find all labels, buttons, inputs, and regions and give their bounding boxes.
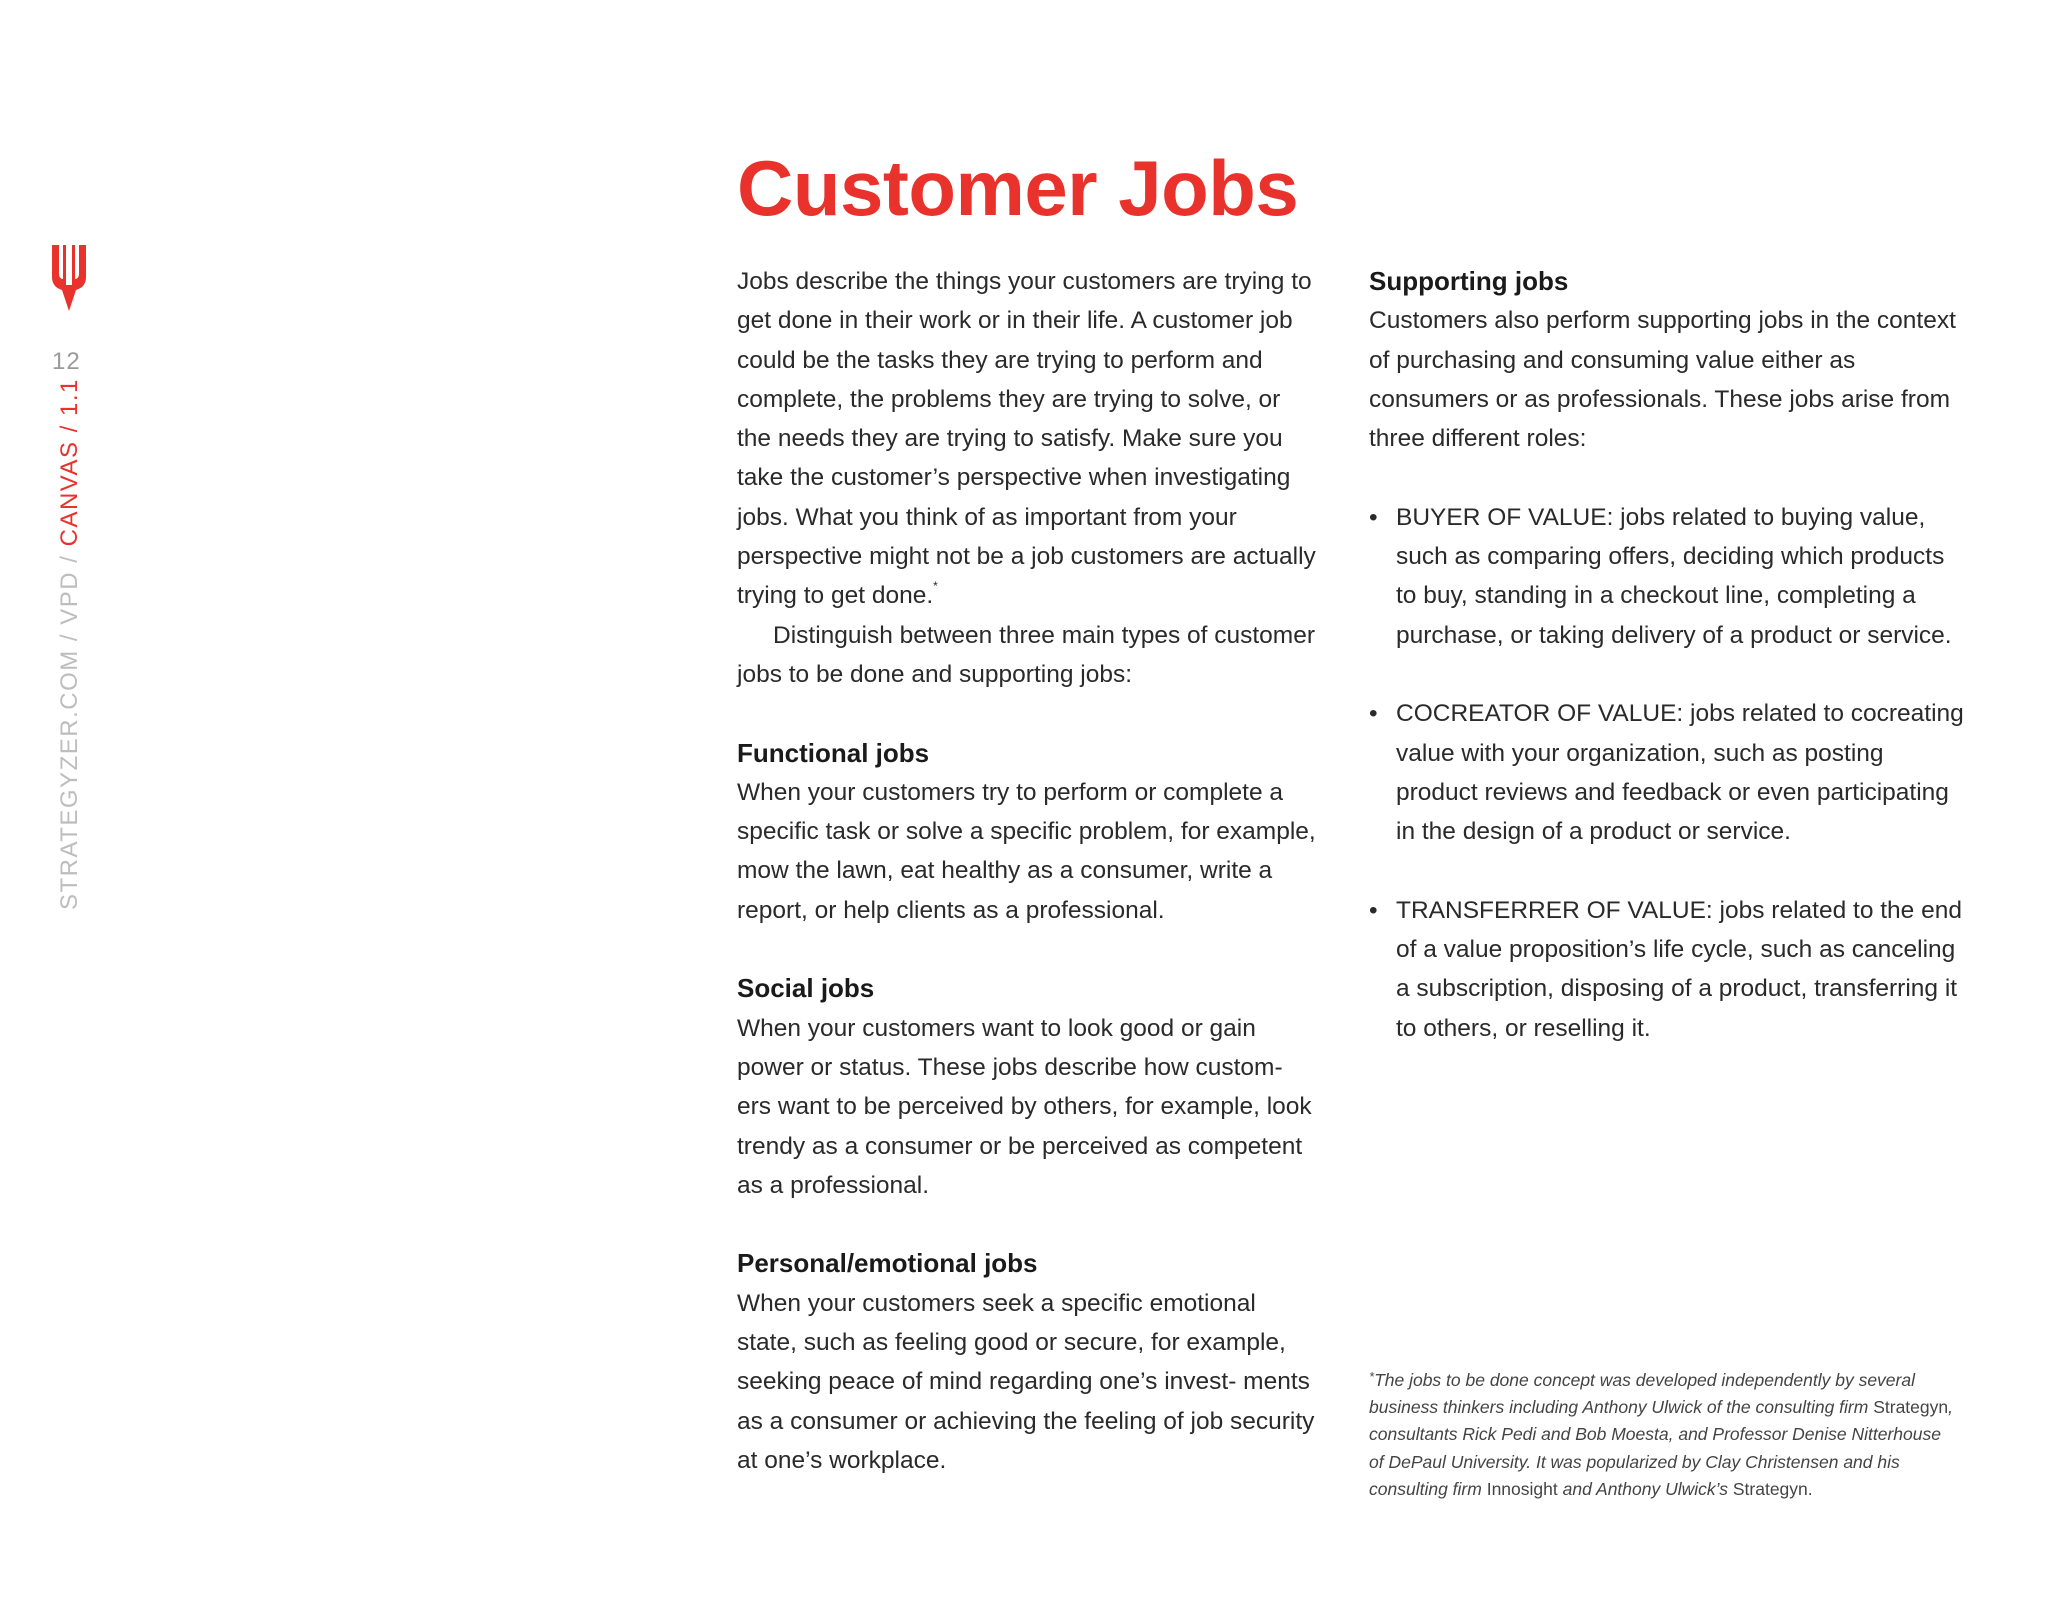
breadcrumb-item-current: CANVAS / 1.1 <box>56 378 83 547</box>
intro-text: Jobs describe the things your customers are trying to get done in their work or in their life. A customer job could be the tasks they are trying to perform and complete, the problems they are trying to solve, or the needs they are trying to satisfy. Make sure you take the customer’s perspective when investigating jobs. What you think of as important from your perspective might not be a job customers are actually trying to get done. <box>737 268 1316 610</box>
bullet-icon: • <box>1369 700 1378 728</box>
personal-jobs-body: When your customers seek a specific emotional state, such as feeling good or secure, for example, seeking peace of mind regarding one’s invest- ments as a consumer or achieving the feeling of job security at one’s workplace. <box>737 1289 1315 1474</box>
intro-paragraph <box>737 262 1317 616</box>
footnote-marker: * <box>933 579 938 594</box>
list-item <box>1369 694 1969 851</box>
page-title: Customer Jobs <box>737 144 1299 232</box>
breadcrumb-item-vpd[interactable]: VPD <box>56 570 83 625</box>
page-number: 12 <box>52 348 81 375</box>
role-cocreator-text: COCREATOR OF VALUE: jobs related to cocreating value with your organization, such as posting product reviews and feedback or even participating in the design of a product or service. <box>1396 700 1964 846</box>
supporting-jobs-heading: Supporting jobs <box>1369 266 1569 296</box>
right-column <box>1369 262 1969 1048</box>
breadcrumb-separator: / <box>56 554 83 563</box>
bullet-icon: • <box>1369 503 1378 531</box>
distinguish-paragraph: Distinguish between three main types of customer jobs to be done and supporting jobs: <box>737 621 1315 688</box>
role-buyer-text: BUYER OF VALUE: jobs related to buying value, such as comparing offers, deciding which products to buy, standing in a checkout line, completing a purchase, or taking delivery of a product or service. <box>1396 503 1952 649</box>
footnote-strategyn-2: Strategyn <box>1732 1478 1808 1499</box>
footnote-star: * <box>1369 1369 1375 1384</box>
supporting-jobs-body: Customers also perform supporting jobs in the context of purchasing and consuming value either as consumers or as professionals. These jobs arise from three different roles: <box>1369 307 1956 453</box>
footnote-innosight: Innosight <box>1486 1478 1558 1499</box>
footnote-part-1: The jobs to be done concept was developed independently by several business thinkers including Anthony Ulwick of the consulting firm <box>1369 1370 1915 1418</box>
footnote-part-3: and Anthony Ulwick’s <box>1562 1478 1728 1499</box>
list-item <box>1369 891 1969 1048</box>
left-column <box>737 262 1317 1480</box>
role-transferrer-text: TRANSFERRER OF VALUE: jobs related to the end of a value proposition’s life cycle, such as canceling a subscription, disposing of a product, transferring it to others, or reselling it. <box>1396 896 1962 1042</box>
bullet-icon: • <box>1369 896 1378 924</box>
footnote-strategyn: Strategyn <box>1873 1397 1949 1418</box>
social-jobs-body: When your customers want to look good or gain power or status. These jobs describe how custom- ers want to be perceived by others, for example, look trendy as a consumer or be perceived as competent as a professional. <box>737 1014 1312 1199</box>
breadcrumb <box>52 378 88 910</box>
footnote-part-4: . <box>1807 1478 1813 1499</box>
breadcrumb-separator: / <box>56 632 83 642</box>
functional-jobs-heading: Functional jobs <box>737 737 930 768</box>
footnote-part-2: , consultants Rick Pedi and Bob Moesta, and Professor Denise Nitterhouse of DePaul University. It was popularized by Clay Christensen and his consulting firm <box>1369 1397 1953 1499</box>
strategyzer-pencil-icon <box>50 243 88 313</box>
breadcrumb-item-site[interactable]: STRATEGYZER.COM <box>56 649 83 910</box>
functional-jobs-body: When your customers try to perform or complete a specific task or solve a specific problem, for example, mow the lawn, eat healthy as a consumer, write a report, or help clients as a professional. <box>737 778 1316 924</box>
supporting-roles-list <box>1369 498 1969 1048</box>
footnote <box>1369 1367 1959 1503</box>
personal-jobs-heading: Personal/emotional jobs <box>737 1248 1038 1279</box>
social-jobs-heading: Social jobs <box>737 973 875 1004</box>
list-item <box>1369 498 1969 655</box>
